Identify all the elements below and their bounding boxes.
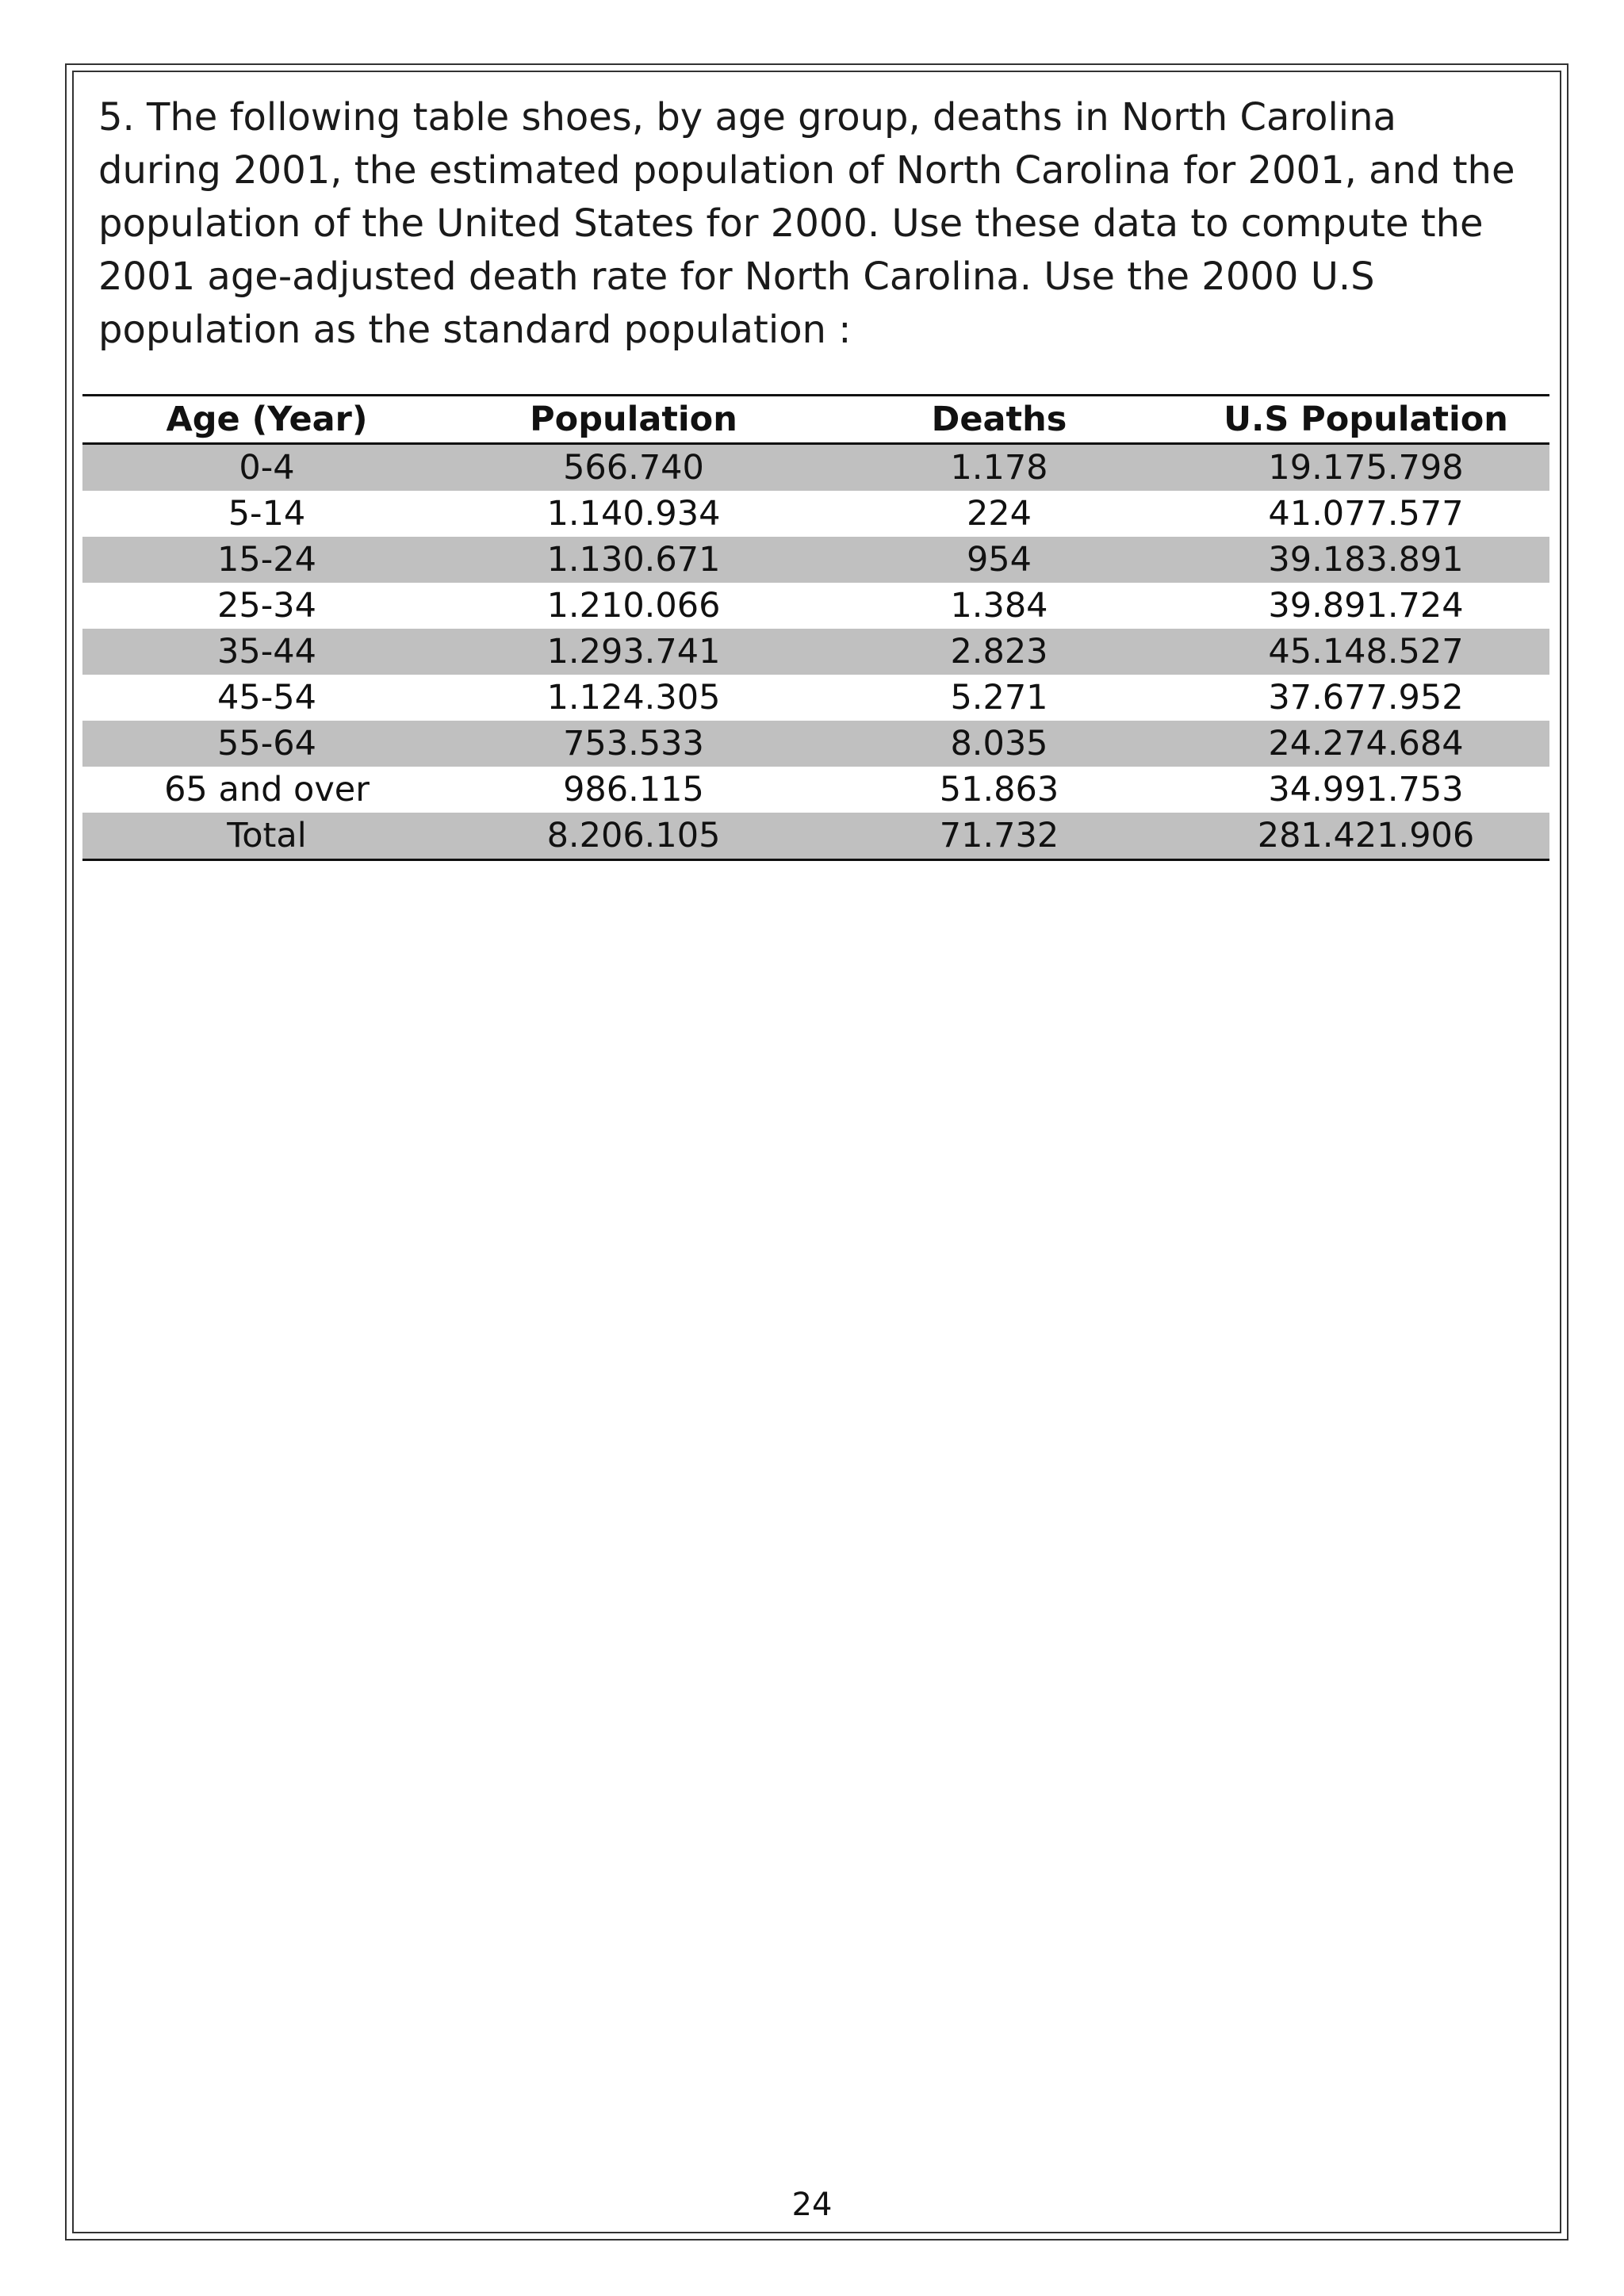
cell-age: 45-54 bbox=[217, 678, 316, 718]
cell-population: 753.533 bbox=[451, 721, 816, 767]
cell-us-population: 37.677.952 bbox=[1268, 678, 1464, 718]
cell-us-population: 39.183.891 bbox=[1182, 537, 1549, 583]
page-border bbox=[65, 63, 1568, 2241]
question-text: 5. The following table shoes, by age group, deaths in North Carolina during 2001, the estimated population of North Carolina for 2001, and the population of the United States for 2000. Use these data to compute the 2001 age-adjusted death rate for North Carolina. Use the 2000 U.S population as the standard population : bbox=[98, 95, 1515, 352]
cell-deaths: 1.384 bbox=[950, 586, 1048, 626]
cell-population: 1.124.305 bbox=[546, 678, 721, 718]
page-number: 24 bbox=[791, 2187, 833, 2223]
table-row bbox=[82, 491, 1549, 537]
table-header bbox=[82, 396, 1549, 444]
cell-us-population: 19.175.798 bbox=[1182, 444, 1549, 492]
cell-population: 1.210.066 bbox=[546, 586, 721, 626]
cell-deaths: 2.823 bbox=[816, 629, 1182, 675]
table-row bbox=[82, 767, 1549, 813]
cell-us-population: 24.274.684 bbox=[1182, 721, 1549, 767]
cell-us-population: 39.891.724 bbox=[1268, 586, 1464, 626]
cell-age: 35-44 bbox=[82, 629, 451, 675]
cell-deaths: 5.271 bbox=[950, 678, 1048, 718]
header-age: Age (Year) bbox=[82, 396, 451, 444]
cell-us-population: 41.077.577 bbox=[1268, 494, 1464, 534]
cell-us-population: 281.421.906 bbox=[1182, 813, 1549, 860]
table-body bbox=[82, 444, 1549, 860]
cell-age: 65 and over bbox=[164, 770, 370, 809]
cell-age: 5-14 bbox=[228, 494, 306, 534]
table-row bbox=[82, 675, 1549, 721]
table-row bbox=[82, 537, 1549, 583]
cell-age: Total bbox=[82, 813, 451, 860]
cell-deaths: 71.732 bbox=[816, 813, 1182, 860]
table-row-total bbox=[82, 813, 1549, 860]
data-table bbox=[82, 394, 1549, 861]
cell-age: 55-64 bbox=[82, 721, 451, 767]
cell-age: 25-34 bbox=[217, 586, 316, 626]
cell-age: 0-4 bbox=[82, 444, 451, 492]
cell-population: 8.206.105 bbox=[451, 813, 816, 860]
table-row bbox=[82, 721, 1549, 767]
cell-deaths: 954 bbox=[816, 537, 1182, 583]
table-row bbox=[82, 583, 1549, 629]
cell-deaths: 8.035 bbox=[816, 721, 1182, 767]
cell-population: 566.740 bbox=[451, 444, 816, 492]
header-deaths: Deaths bbox=[816, 396, 1182, 444]
header-us-population: U.S Population bbox=[1182, 396, 1549, 444]
header-row bbox=[82, 396, 1549, 444]
cell-deaths: 1.178 bbox=[816, 444, 1182, 492]
cell-population: 1.130.671 bbox=[451, 537, 816, 583]
cell-deaths: 51.863 bbox=[939, 770, 1059, 809]
table-row bbox=[82, 444, 1549, 492]
cell-population: 986.115 bbox=[563, 770, 704, 809]
cell-population: 1.293.741 bbox=[451, 629, 816, 675]
cell-age: 15-24 bbox=[82, 537, 451, 583]
cell-deaths: 224 bbox=[966, 494, 1032, 534]
header-population: Population bbox=[451, 396, 816, 444]
table-row bbox=[82, 629, 1549, 675]
cell-us-population: 34.991.753 bbox=[1268, 770, 1464, 809]
cell-population: 1.140.934 bbox=[546, 494, 721, 534]
cell-us-population: 45.148.527 bbox=[1182, 629, 1549, 675]
